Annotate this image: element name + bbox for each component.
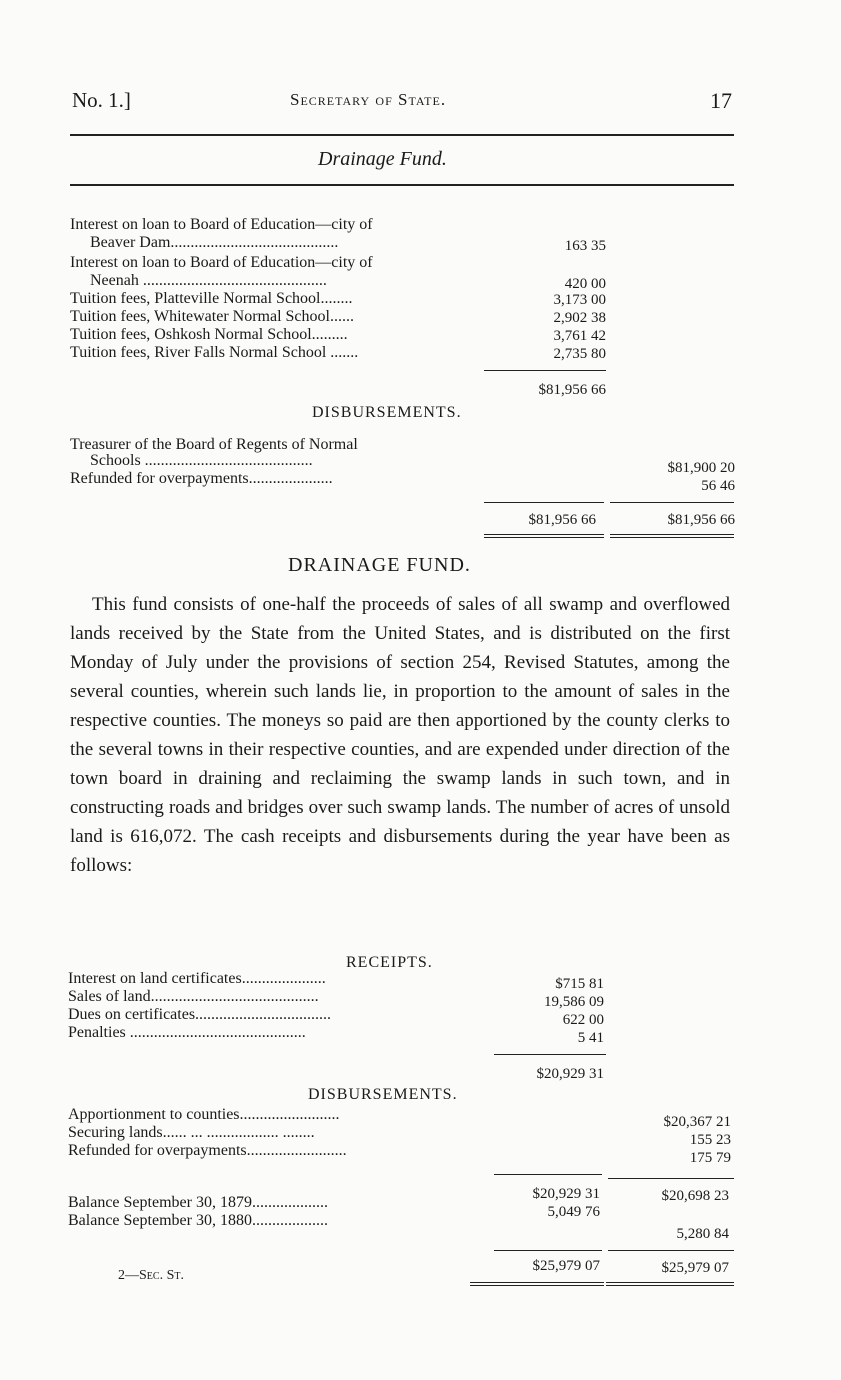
entry-amount: $81,900 20 <box>667 460 735 476</box>
entry-amount: 163 35 <box>564 238 606 254</box>
page-number: 17 <box>710 88 732 113</box>
entry-amount: 155 23 <box>689 1132 731 1148</box>
subtotal-amount: $81,956 66 <box>538 382 606 398</box>
grand-total-left: $25,979 07 <box>532 1258 600 1274</box>
entry-amount: 5 41 <box>577 1030 604 1046</box>
sum-rule <box>484 502 604 503</box>
balance-left-amount: 5,049 76 <box>547 1204 600 1220</box>
entry-amount: 175 79 <box>689 1150 731 1166</box>
entry-label: Dues on certificates.................................. <box>68 1006 332 1023</box>
total-left: $81,956 66 <box>528 512 596 528</box>
entry-label: Interest on land certificates..................... <box>68 970 326 987</box>
entry-label: Refunded for overpayments..................... <box>70 470 333 487</box>
sum-rule <box>608 1178 734 1179</box>
sum-rule <box>494 1054 606 1055</box>
receipts-heading: RECEIPTS. <box>346 954 433 971</box>
double-rule <box>610 534 734 538</box>
entry-amount: 19,586 09 <box>544 994 604 1010</box>
entry-amount: 420 00 <box>564 276 606 292</box>
section-subtitle: Drainage Fund. <box>318 148 447 170</box>
entry-label: Penalties ............................................ <box>68 1024 306 1041</box>
entry-label: Treasurer of the Board of Regents of Normal <box>70 436 358 453</box>
sum-rule <box>494 1174 602 1175</box>
header-number: No. 1.] <box>72 88 131 112</box>
total-right: $81,956 66 <box>667 512 735 528</box>
header-title: Secretary of State. <box>290 90 447 109</box>
header-rule-bottom <box>70 184 734 186</box>
signature-mark: 2—Sec. St. <box>118 1268 184 1283</box>
balance-right-amount: 5,280 84 <box>676 1226 729 1242</box>
entry-amount: 2,735 80 <box>553 346 606 362</box>
entry-amount: 56 46 <box>701 478 735 494</box>
subtotal-amount: $20,929 31 <box>536 1066 604 1082</box>
sum-rule <box>494 1250 602 1251</box>
entry-label: Interest on loan to Board of Education—city of <box>70 254 373 271</box>
entry-label: Tuition fees, Whitewater Normal School...... <box>70 308 354 325</box>
entry-label-cont: Schools .......................................... <box>90 452 313 469</box>
header-rule-top <box>70 134 734 136</box>
entry-label: Refunded for overpayments......................... <box>68 1142 347 1159</box>
entry-label: Interest on loan to Board of Education—city of <box>70 216 373 233</box>
entry-label: Tuition fees, River Falls Normal School ....... <box>70 344 359 361</box>
entry-label: Tuition fees, Platteville Normal School........ <box>70 290 353 307</box>
grand-total-right: $25,979 07 <box>661 1260 729 1276</box>
double-rule <box>606 1282 734 1286</box>
entry-amount: $715 81 <box>555 976 604 992</box>
entry-amount: 2,902 38 <box>553 310 606 326</box>
double-rule <box>484 534 604 538</box>
entry-amount: 3,761 42 <box>553 328 606 344</box>
entry-amount: 3,173 00 <box>553 292 606 308</box>
entry-label-cont: Neenah .............................................. <box>90 272 327 289</box>
balance-label: Balance September 30, 1879................... <box>68 1194 328 1211</box>
paragraph-text: This fund consists of one-half the proceeds of sales of all swamp and overflowed lands received by the State from the United States, and is distributed on the first Monday of July under the provisions of section 254, Revised Statutes, among the several counties, wherein such lands lie, in proportion to the amount of sales in the respective counties. The moneys so paid are then apportioned by the county clerks to the several towns in their respective counties, and are expended under direction of the town board in draining and reclaiming the swamp lands in such town, and in constructing roads and bridges over such swamp lands. The number of acres of unsold land is 616,072. The cash receipts and disbursements during the year have been as follows: <box>70 594 730 876</box>
entry-label: Tuition fees, Oshkosh Normal School......... <box>70 326 348 343</box>
entry-label-cont: Beaver Dam.......................................... <box>90 234 339 251</box>
entry-label: Securing lands...... ... .................. ........ <box>68 1124 315 1141</box>
disbursements-heading: DISBURSEMENTS. <box>312 404 462 421</box>
body-paragraph <box>70 590 730 880</box>
double-rule <box>470 1282 604 1286</box>
sum-rule <box>484 370 606 371</box>
entry-label: Apportionment to counties......................... <box>68 1106 340 1123</box>
balance-label: Balance September 30, 1880................... <box>68 1212 328 1229</box>
section-title: DRAINAGE FUND. <box>288 554 471 576</box>
disbursements-heading: DISBURSEMENTS. <box>308 1086 458 1103</box>
entry-amount: $20,367 21 <box>663 1114 731 1130</box>
entry-amount: 622 00 <box>562 1012 604 1028</box>
sum-rule <box>610 502 734 503</box>
balance-left-amount: $20,929 31 <box>532 1186 600 1202</box>
sum-rule <box>608 1250 734 1251</box>
balance-right-amount: $20,698 23 <box>661 1188 729 1204</box>
entry-label: Sales of land.......................................... <box>68 988 319 1005</box>
